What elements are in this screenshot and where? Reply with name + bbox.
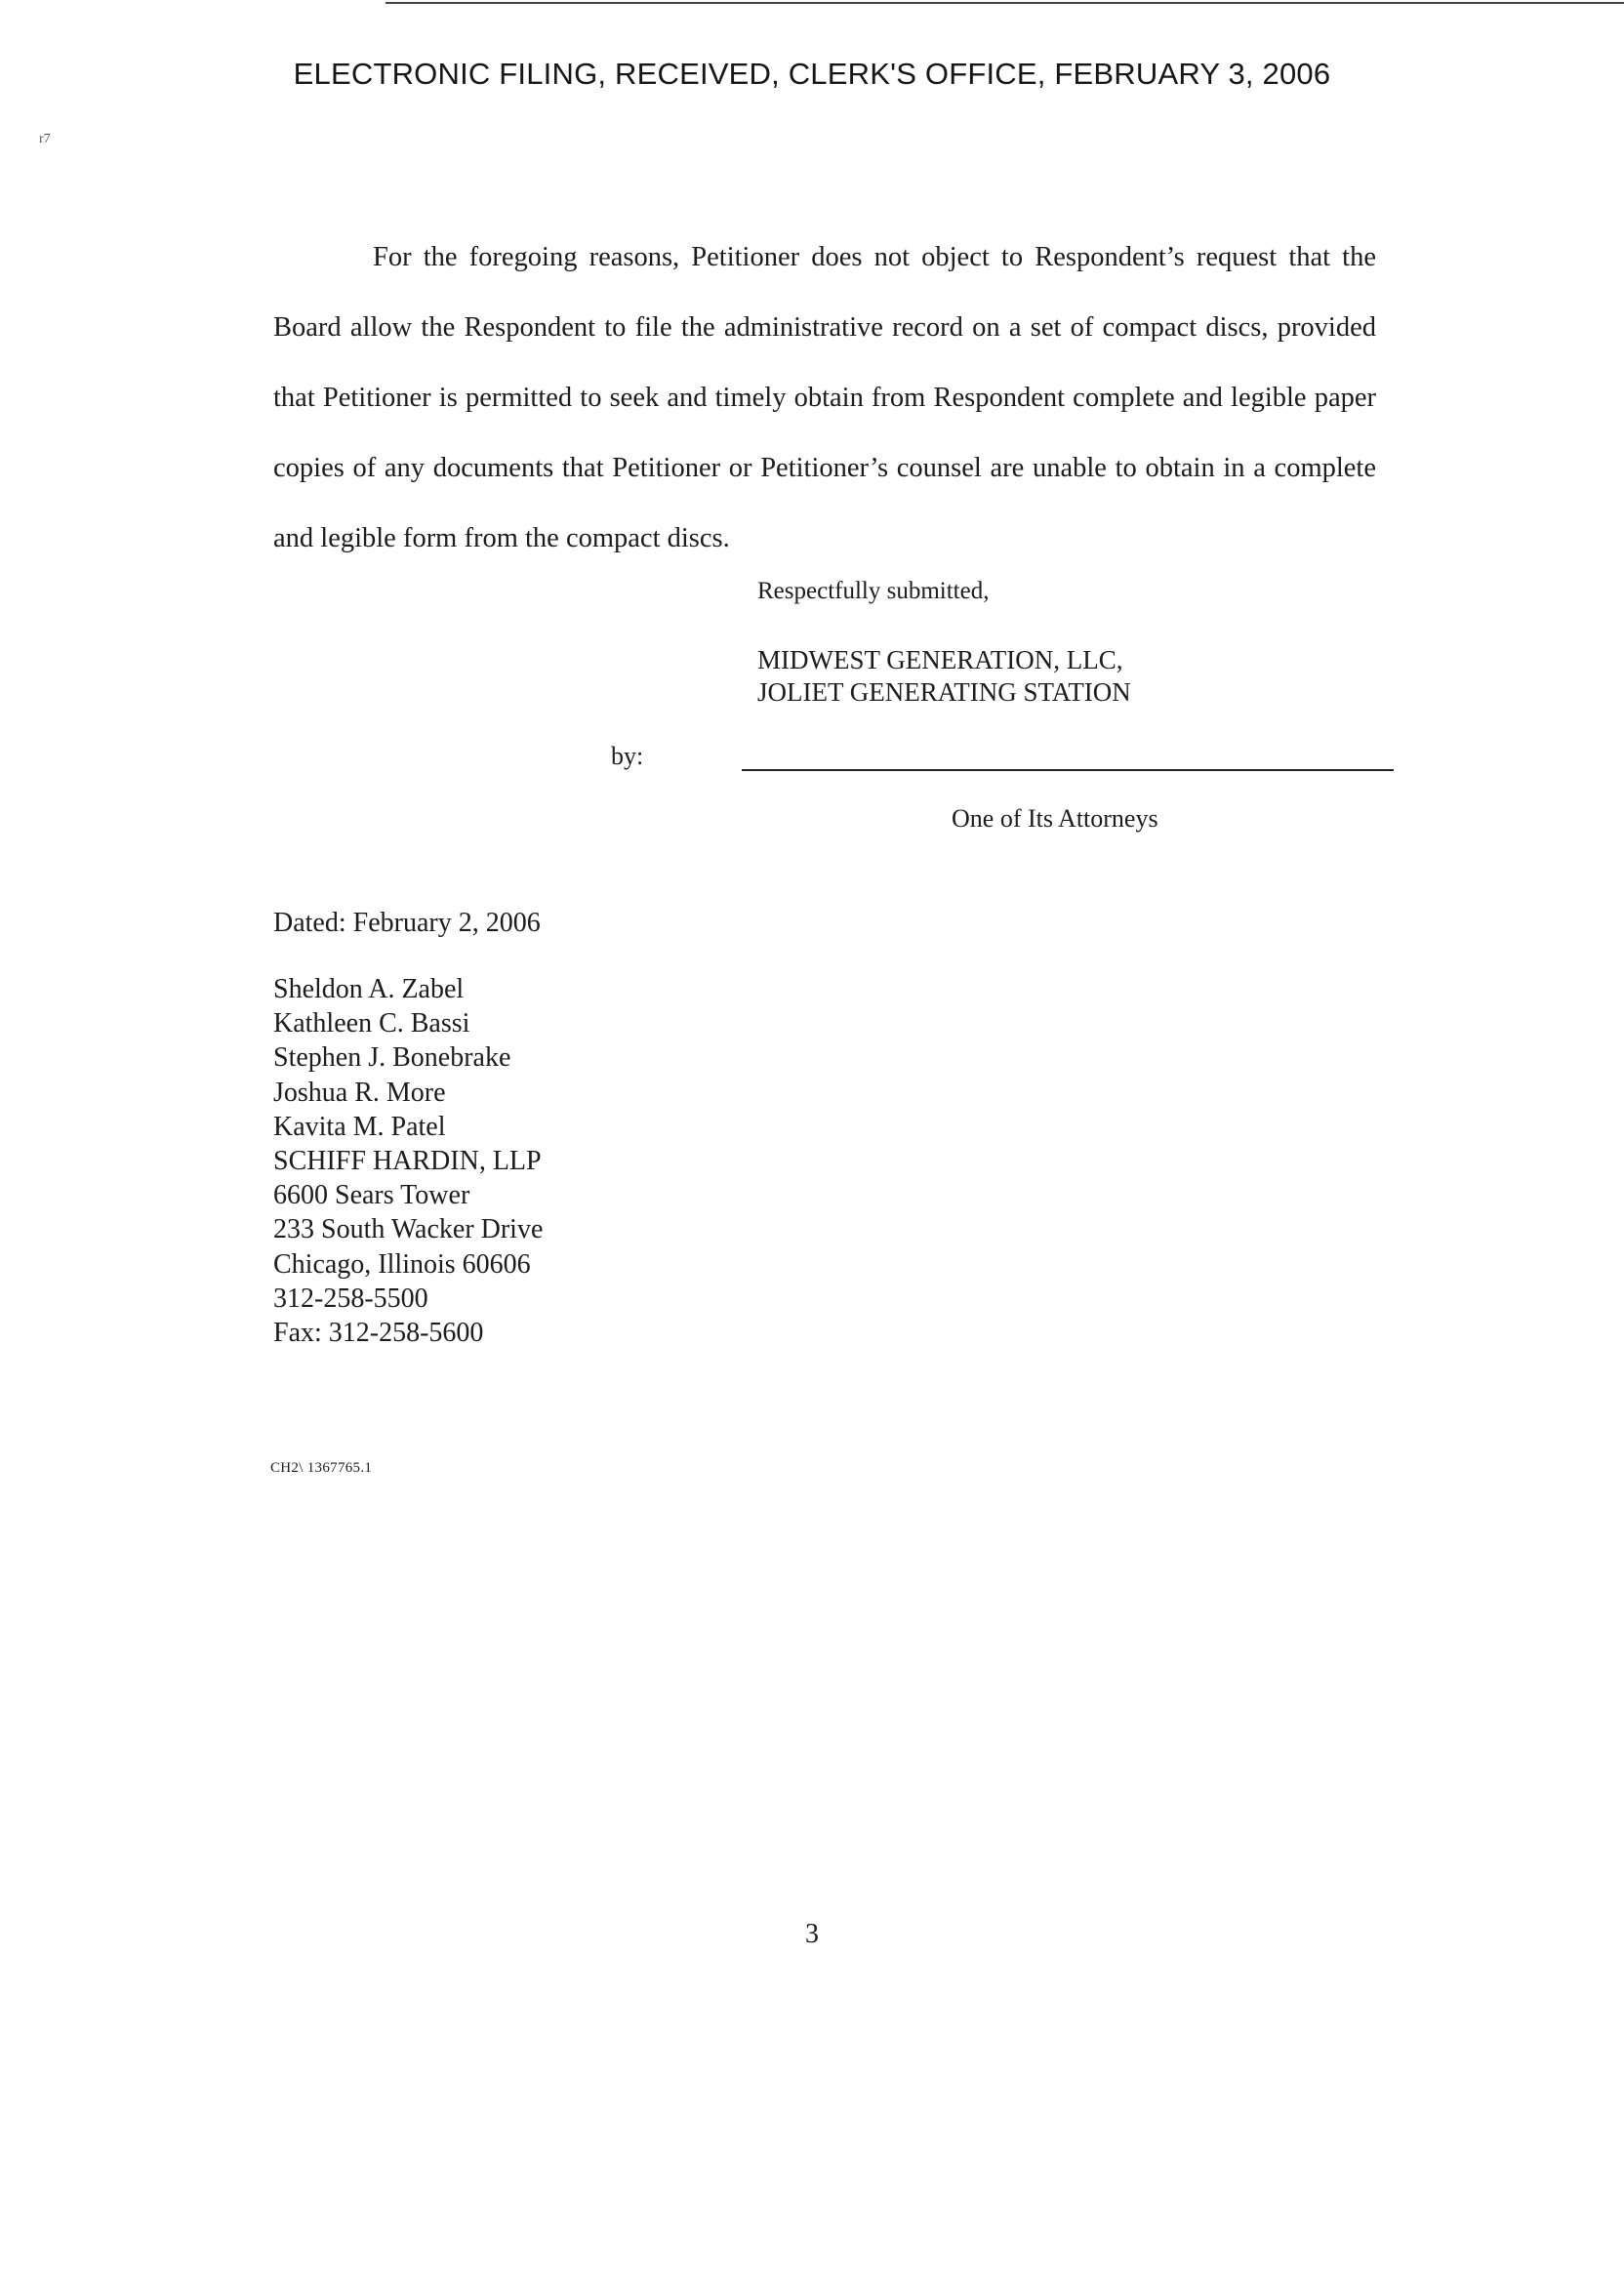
counsel-line: Sheldon A. Zabel: [273, 974, 465, 1004]
counsel-line: Kavita M. Patel: [273, 1111, 446, 1142]
body-paragraph: For the foregoing reasons, Petitioner does not object to Respondent’s request that the Board allow the Respondent to file the administrative record on a set of compact discs, provided that Petitioner is permitted to seek and timely obtain from Respondent complete and legible paper copies of any documents that Petitioner or Petitioner’s counsel are unable to obtain in a complete and legible form from the compact discs.: [273, 242, 1376, 553]
company-name-line-2: JOLIET GENERATING STATION: [757, 677, 1131, 707]
page-number: 3: [805, 1919, 819, 1949]
counsel-address-block: [273, 972, 543, 1350]
counsel-line: Stephen J. Bonebrake: [273, 1042, 511, 1074]
signature-line: [742, 769, 1394, 771]
counsel-line: SCHIFF HARDIN, LLP: [273, 1146, 542, 1177]
counsel-line: Joshua R. More: [273, 1077, 446, 1108]
counsel-line: Kathleen C. Bassi: [273, 1008, 470, 1039]
company-name-block: [757, 644, 1131, 709]
counsel-line: Chicago, Illinois 60606: [273, 1248, 531, 1280]
counsel-line: 6600 Sears Tower: [273, 1180, 470, 1211]
top-rule: [386, 2, 1624, 4]
signer-caption: One of Its Attorneys: [952, 804, 1158, 833]
counsel-line: 312-258-5500: [273, 1283, 428, 1314]
counsel-line: 233 South Wacker Drive: [273, 1214, 544, 1245]
document-id: CH2\ 1367765.1: [270, 1460, 373, 1476]
counsel-line: Fax: 312-258-5600: [273, 1318, 484, 1349]
dated-line: Dated: February 2, 2006: [273, 908, 541, 938]
company-name-line-1: MIDWEST GENERATION, LLC,: [757, 645, 1123, 674]
margin-mark: r7: [39, 132, 51, 146]
closing-salutation: Respectfully submitted,: [757, 578, 990, 604]
filing-stamp-header: ELECTRONIC FILING, RECEIVED, CLERK'S OFFICE, FEBRUARY 3, 2006: [293, 57, 1331, 91]
by-label: by:: [611, 742, 644, 770]
